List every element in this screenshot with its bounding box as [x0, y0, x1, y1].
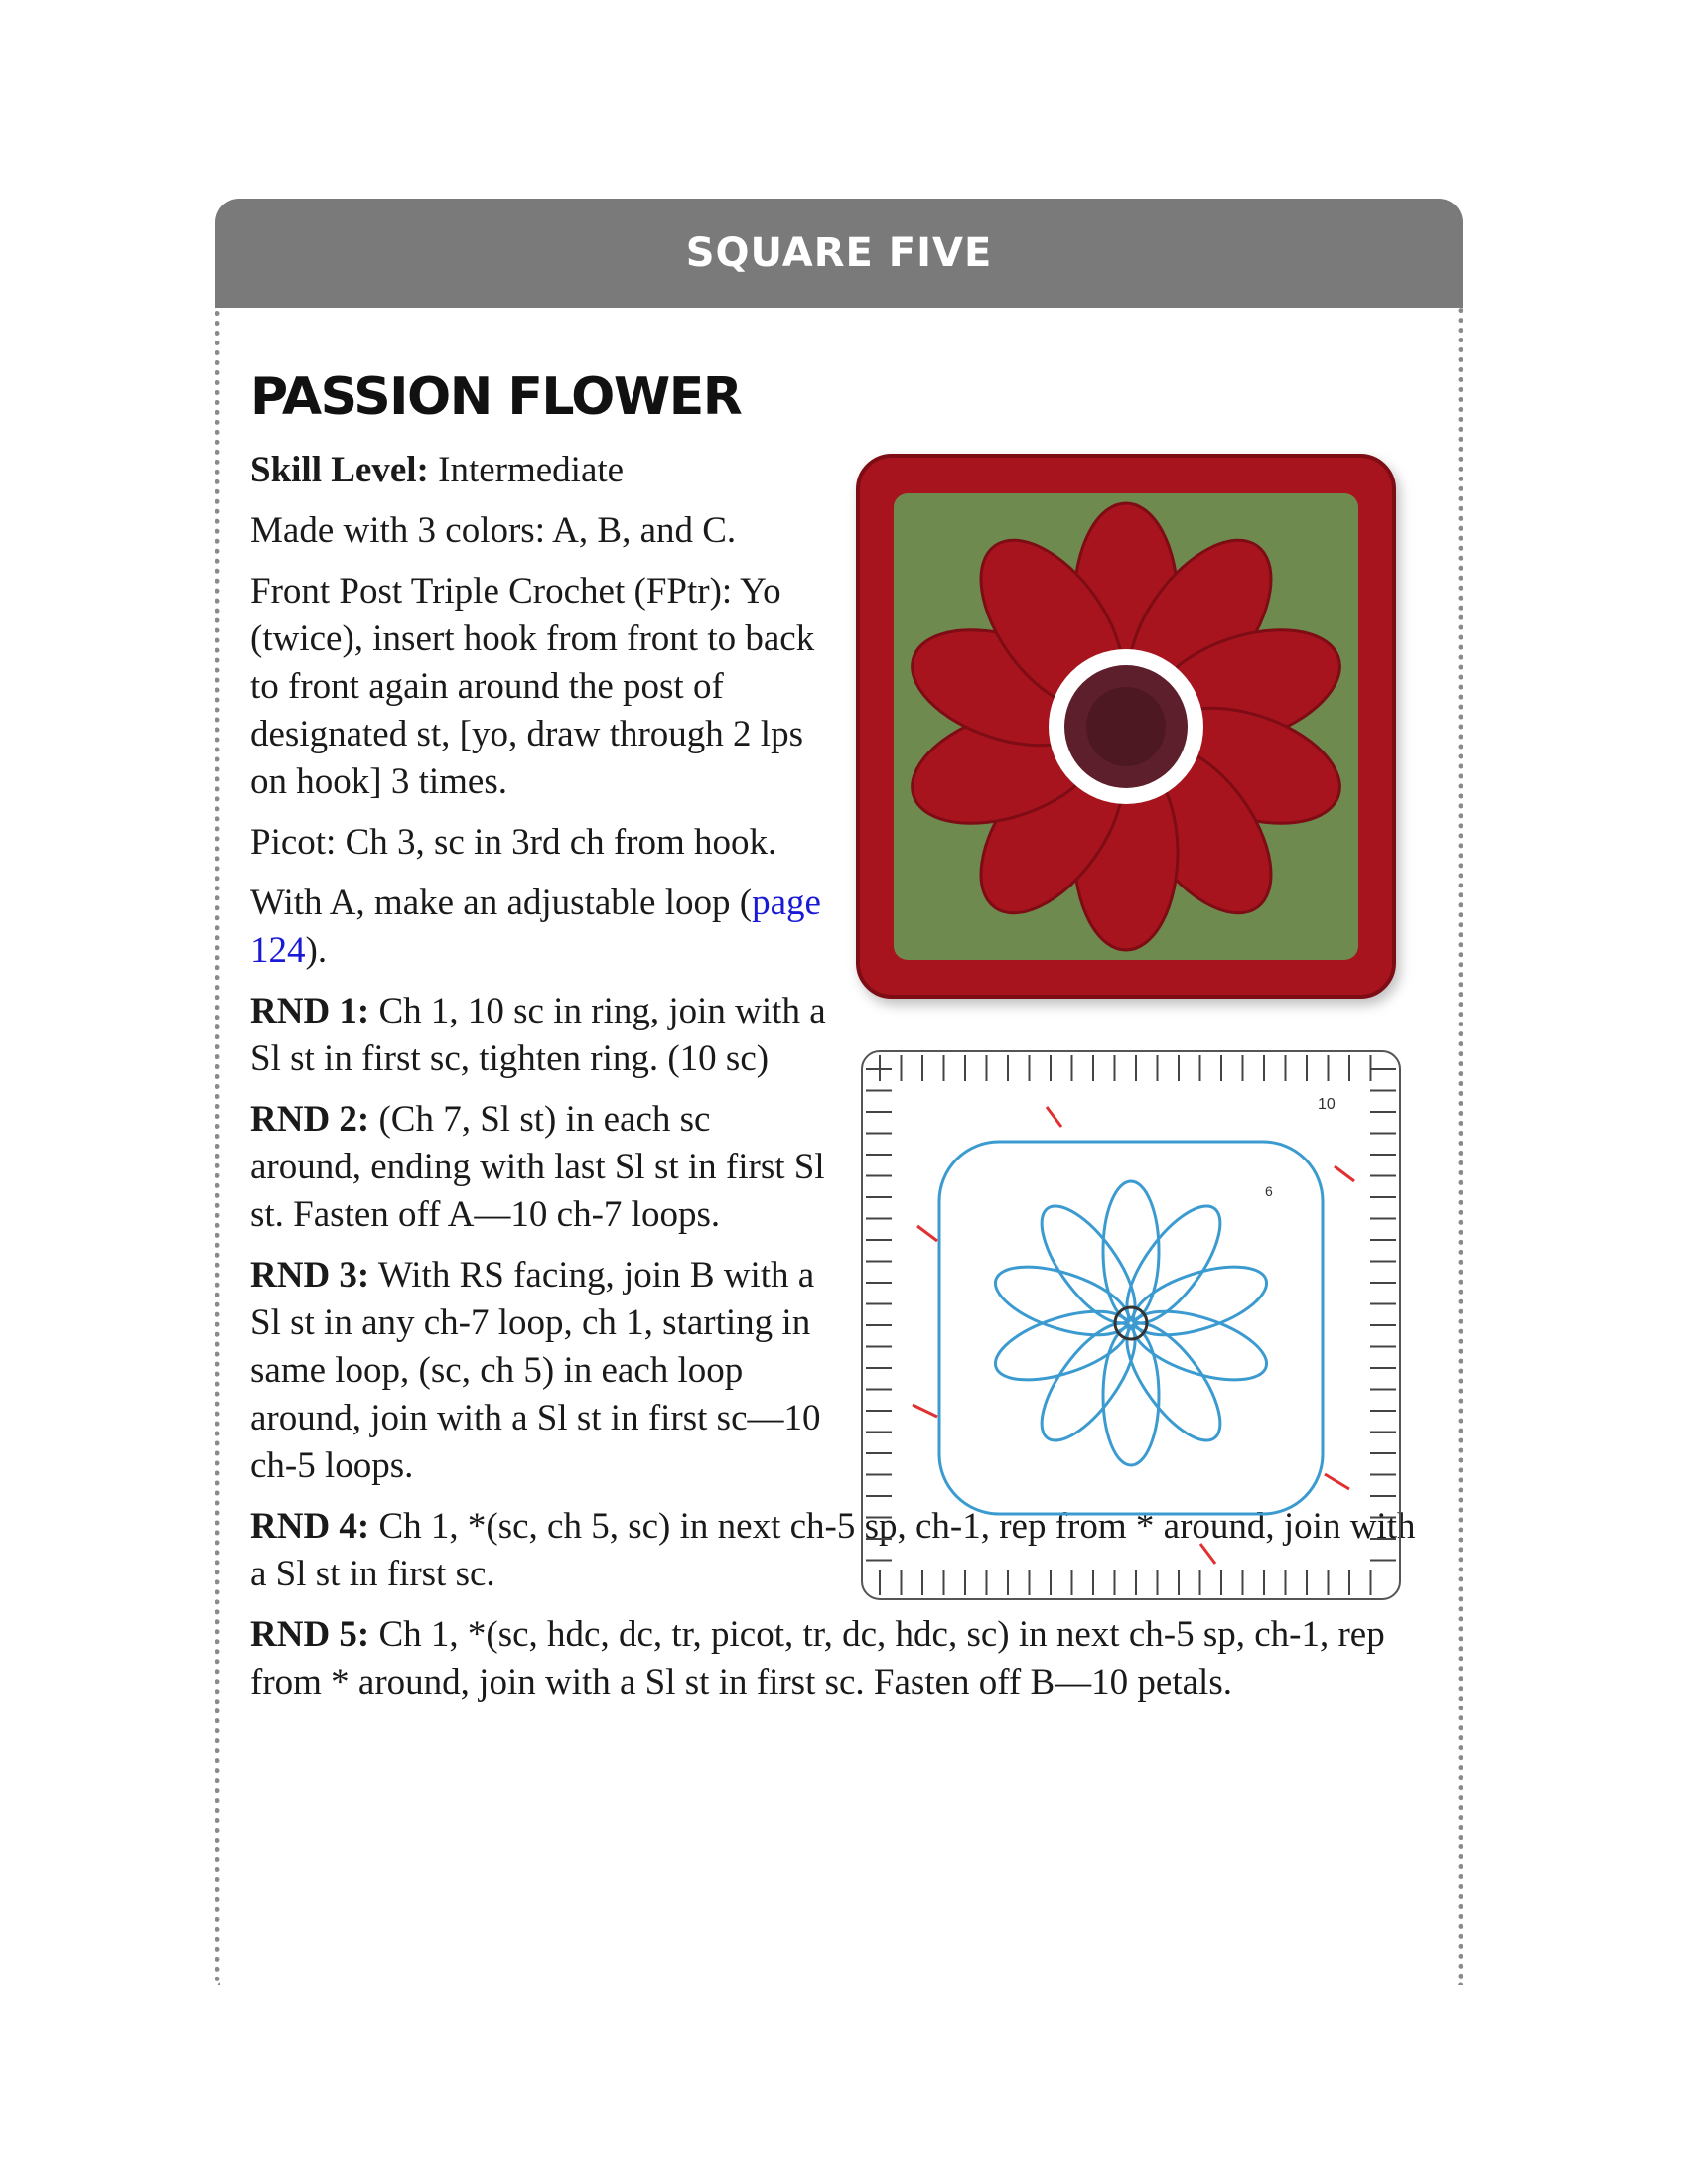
skill-level [250, 447, 826, 494]
picot-definition: Picot: Ch 3, sc in 3rd ch from hook. [250, 822, 777, 863]
round-10-label: 10 [1318, 1096, 1336, 1113]
round-3-text: With RS facing, join B with a Sl st in any ch-7 loop, ch 1, starting in same loop, (sc, ch 5) in each loop around, join with a Sl st in first sc—10 ch-5 loops. [250, 1255, 821, 1486]
round-1 [250, 988, 826, 1083]
skill-level-value: Intermediate [428, 450, 625, 490]
skill-level-label: Skill Level: [250, 450, 429, 490]
round-5-label: RND 5: [250, 1614, 370, 1655]
fptr-definition: Front Post Triple Crochet (FPtr): Yo (twice), insert hook from front to back to front again around the post of designated st, [yo, draw through 2 lps on hook] 3 times. [250, 571, 815, 802]
round-3 [250, 1252, 826, 1490]
round-1-label: RND 1: [250, 991, 370, 1031]
round-5-text: Ch 1, *(sc, hdc, dc, tr, picot, tr, dc, hdc, sc) in next ch-5 sp, ch-1, rep from * around, join with a Sl st in first sc. Fasten off B—10 petals. [250, 1614, 1385, 1703]
crocheted-square-photo [854, 452, 1400, 1003]
round-1-text: Ch 1, 10 sc in ring, join with a Sl st in first sc, tighten ring. (10 sc) [250, 991, 826, 1079]
round-2-text: (Ch 7, Sl st) in each sc around, ending with last Sl st in first Sl st. Fasten off A—10 ch-7 loops. [250, 1099, 825, 1235]
adjustable-loop-instruction [250, 880, 826, 975]
loop-text-after: ). [305, 930, 328, 971]
round-4-text: Ch 1, *(sc, ch 5, sc) in next ch-5 sp, ch-1, rep from * around, join with a Sl st in first sc. [250, 1506, 1416, 1594]
round-2-label: RND 2: [250, 1099, 370, 1140]
round-6-label: 6 [1265, 1183, 1273, 1199]
round-4-label: RND 4: [250, 1506, 370, 1547]
page-124-link[interactable]: page 124 [250, 883, 821, 971]
round-5 [250, 1611, 1437, 1706]
card-header-label: SQUARE FIVE [685, 230, 993, 276]
round-3-label: RND 3: [250, 1255, 370, 1296]
round-2 [250, 1096, 826, 1239]
colors-note: Made with 3 colors: A, B, and C. [250, 510, 737, 551]
stitch-diagram [858, 1047, 1404, 1603]
card-header [215, 199, 1463, 308]
loop-text-before: With A, make an adjustable loop ( [250, 883, 753, 923]
pattern-title: PASSION FLOWER [250, 367, 742, 427]
